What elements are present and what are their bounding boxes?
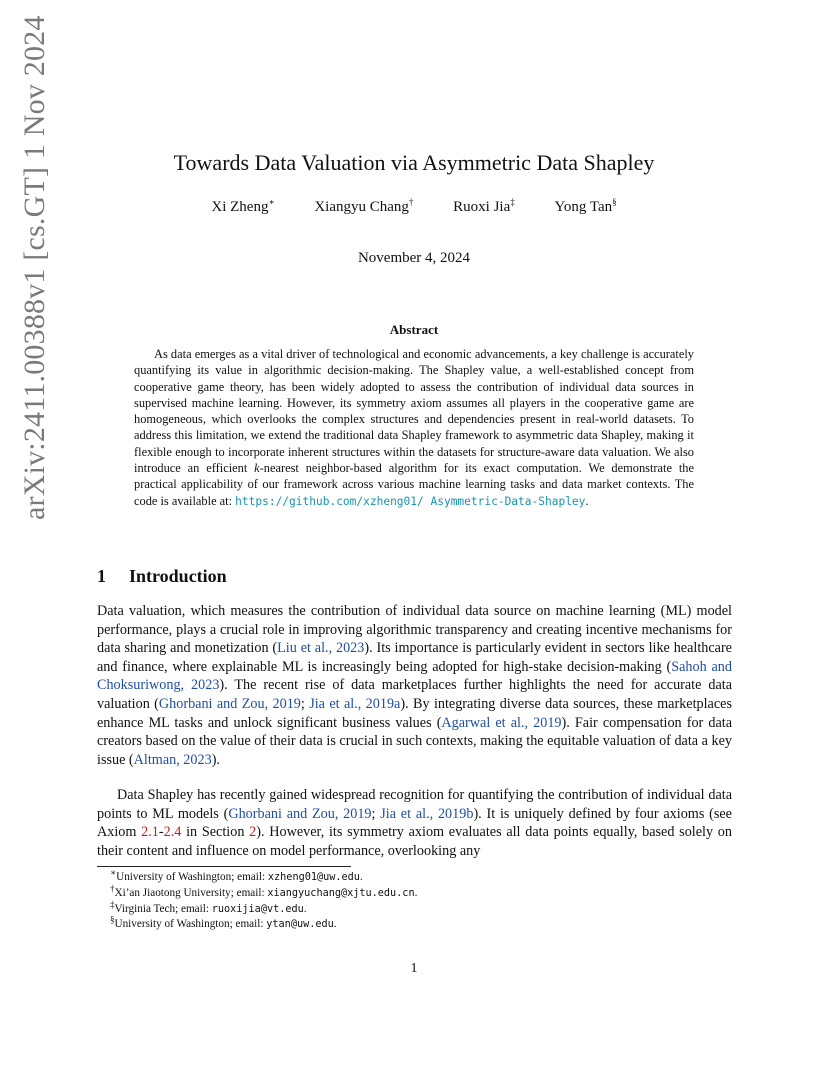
citation-link[interactable]: Altman, 2023 xyxy=(133,751,212,768)
footnote-text: Xi’an Jiaotong University; email: xyxy=(114,886,268,899)
publication-date: November 4, 2024 xyxy=(357,250,471,266)
footnote-mark: ∗ xyxy=(110,867,117,878)
arxiv-identifier: arXiv:2411.00388v1 [cs.GT] 1 Nov 2024 xyxy=(18,15,51,520)
section-title: Introduction xyxy=(129,566,227,586)
axiom-ref-link[interactable]: 2.4 xyxy=(163,824,182,841)
footnote xyxy=(110,867,710,886)
abstract-heading: Abstract xyxy=(389,322,439,337)
citation-separator: ; xyxy=(300,695,310,712)
footnote-email: ytan@uw.edu xyxy=(266,919,334,931)
footnote-mark: § xyxy=(110,914,115,925)
citation-link[interactable]: Jia et al., 2019a xyxy=(309,695,401,712)
paragraph-text: ). xyxy=(211,751,220,768)
footnote-mark: † xyxy=(110,883,115,894)
citation-link[interactable]: Sahoh and Choksuriwong, 2023 xyxy=(97,658,732,694)
page-number: 1 xyxy=(410,961,418,976)
paper-title: Towards Data Valuation via Asymmetric Data Shapley xyxy=(173,150,655,175)
footnote xyxy=(110,883,710,902)
author-footnote-mark: † xyxy=(408,197,414,207)
abstract-text: . xyxy=(585,493,589,508)
footnote-text: University of Washington; email: xyxy=(114,918,267,931)
paragraph-text: in Section xyxy=(181,824,250,841)
paragraph xyxy=(97,786,732,860)
footnote-end: . xyxy=(303,902,307,915)
paragraph-text: Data valuation, which measures the contribution of individual data source on machine learning (ML) model performance, plays a crucial role in improving algorithmic transparency and creating incentive mechanisms for data sharing and monetization ( xyxy=(97,603,732,657)
paragraph-text: ). Fair compensation for data creators based on the value of their data is crucial in such contexts, making the equitable valuation of data a key issue ( xyxy=(97,714,733,768)
author-name: Xi Zheng xyxy=(211,199,269,215)
footnote-email: xiangyuchang@xjtu.edu.cn xyxy=(267,887,415,899)
citation-separator: ; xyxy=(371,805,381,822)
section-ref-link[interactable]: 2 xyxy=(249,824,257,841)
author xyxy=(211,199,274,216)
abstract-body xyxy=(134,346,694,510)
author xyxy=(453,199,515,216)
footnote-divider xyxy=(97,866,351,867)
footnote-text: University of Washington; email: xyxy=(116,871,268,883)
footnote-end: . xyxy=(414,886,418,899)
author-name: Ruoxi Jia xyxy=(453,199,511,215)
abstract-text: As data emerges as a vital driver of technological and economic advancements, a key challenge is accurately quantifying its value in algorithmic decision-making. The Shapley value, a well-established concept from cooperative game theory, has been widely adopted to assess the contribution of individual data sources in supervised machine learning. However, its symmetry axiom assumes all players in the cooperative game are homogeneous, which overlooks the complex structures and dependencies present in real-world datasets. To address this limitation, we extend the traditional data Shapley framework to asymmetric data Shapley, making it flexible enough to incorporate inherent structures within the datasets for structure-aware data valuation. We also introduce an efficient xyxy=(134,347,694,476)
footnote-email: ruoxijia@vt.edu xyxy=(211,903,304,915)
abstract-k-symbol: k xyxy=(254,461,260,476)
footnote xyxy=(110,898,710,918)
footnote-text: Virginia Tech; email: xyxy=(114,902,212,915)
abstract-text: -nearest neighbor-based algorithm for its exact computation. We demonstrate the practical applicability of our framework across various machine learning tasks and data market contexts. The code is available at: xyxy=(134,461,694,508)
author xyxy=(314,199,413,216)
author-footnote-mark: ∗ xyxy=(268,197,275,207)
citation-link[interactable]: Ghorbani and Zou, 2019 xyxy=(228,805,372,822)
paragraph-text: ). It is uniquely defined by four axioms (see Axiom xyxy=(97,805,732,841)
author-name: Xiangyu Chang xyxy=(314,199,409,215)
paragraph-text: ). By integrating diverse data sources, these marketplaces enhance ML tasks and unlock significant business values ( xyxy=(97,695,732,731)
axiom-ref-link[interactable]: 2.1 xyxy=(141,824,159,841)
citation-link[interactable]: Agarwal et al., 2019 xyxy=(441,714,562,731)
range-dash: - xyxy=(158,824,164,841)
author-list xyxy=(0,199,828,216)
citation-link[interactable]: Ghorbani and Zou, 2019 xyxy=(158,695,301,712)
citation-link[interactable]: Liu et al., 2023 xyxy=(277,640,365,657)
section-number: 1 xyxy=(97,566,106,586)
paragraph-text: ). However, its symmetry axiom evaluates all data points equally, based solely on their content and influence on model performance, overlooking any xyxy=(97,824,732,859)
footnote-email: xzheng01@uw.edu xyxy=(267,872,360,883)
paragraph-text: ). The recent rise of data marketplaces further highlights the need for accurate data valuation ( xyxy=(97,677,732,712)
author-name: Yong Tan xyxy=(554,199,613,215)
footnote xyxy=(110,914,710,933)
citation-link[interactable]: Jia et al., 2019b xyxy=(380,805,474,822)
paragraph-text: Data Shapley has recently gained widespread recognition for quantifying the contribution of individual data points to ML models ( xyxy=(97,787,732,822)
footnotes xyxy=(110,867,710,933)
code-repository-link[interactable]: https://github.com/xzheng01/ Asymmetric-Data-Shapley xyxy=(235,494,586,508)
section-heading xyxy=(97,566,227,587)
footnote-end: . xyxy=(359,871,363,883)
footnote-end: . xyxy=(333,918,337,931)
paragraph xyxy=(97,602,732,769)
author xyxy=(555,199,617,216)
paragraph-text: ). Its importance is particularly evident in sectors like healthcare and finance, where explainable ML is increasingly being adopted for high-stake decision-making ( xyxy=(97,640,732,675)
footnote-mark: ‡ xyxy=(110,898,115,909)
author-footnote-mark: ‡ xyxy=(510,197,515,207)
author-footnote-mark: § xyxy=(612,197,617,207)
